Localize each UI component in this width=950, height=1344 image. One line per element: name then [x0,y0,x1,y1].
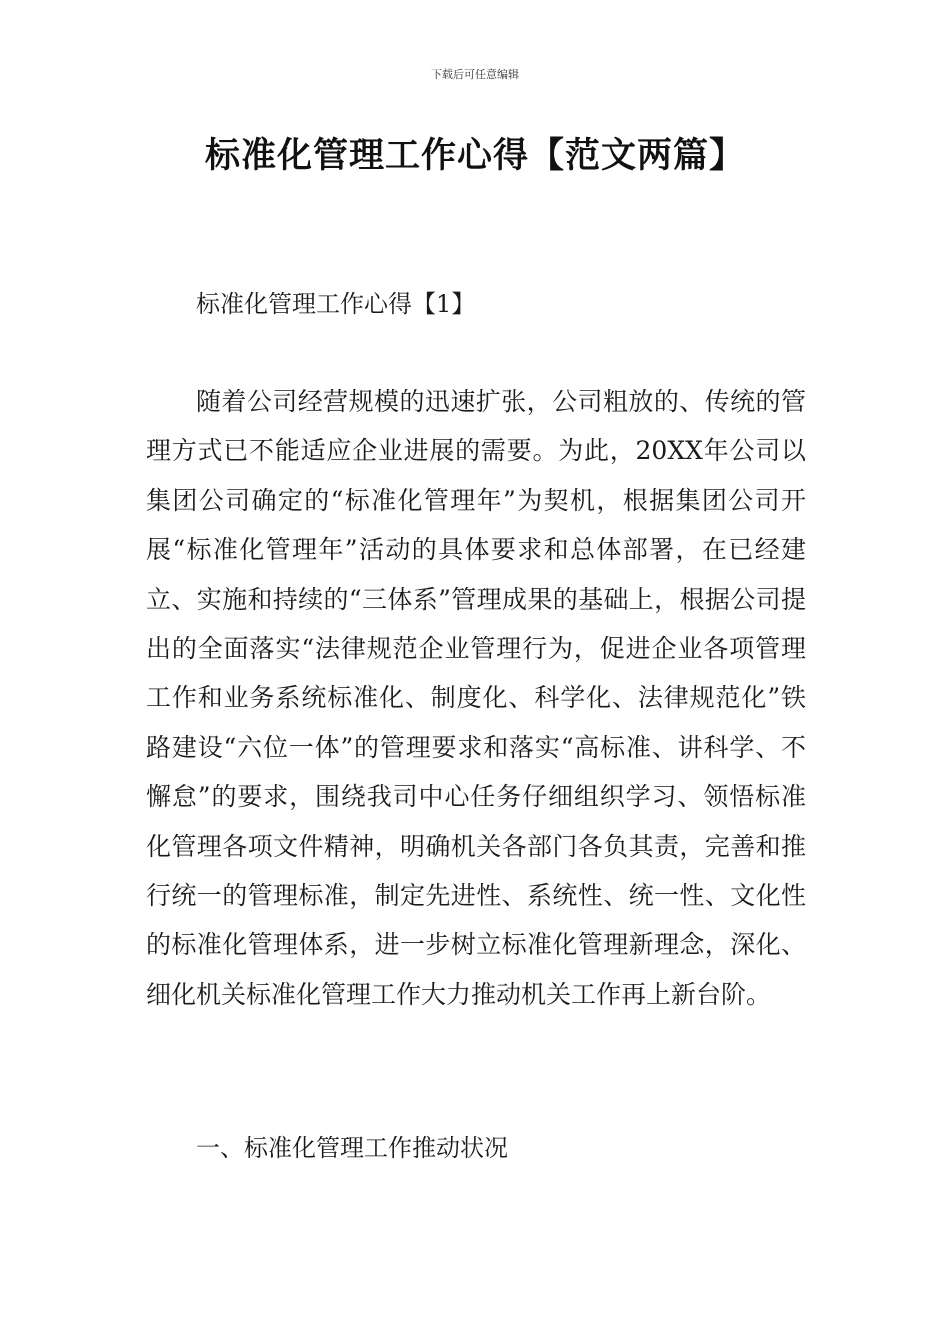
document-title: 标准化管理工作心得【范文两篇】 [204,136,745,176]
section-heading: 一、标准化管理工作推动状况 [196,1134,508,1162]
header-note: 下载后可任意编辑 [431,68,519,81]
body-paragraph: 随着公司经营规模的迅速扩张，公司粗放的、传统的管理方式已不能适应企业进展的需要。为此，20XX年公司以集团公司确定的“标准化管理年”为契机，根据集团公司开展“标准化管理年”活动的具体要求和总体部署，在已经建立、实施和持续的“三体系”管理成果的基础上，根据公司提出的全面落实“法律规范企业管理行为，促进企业各项管理工作和业务系统标准化、制度化、科学化、法律规范化”铁路建设“六位一体”的管理要求和落实“高标准、讲科学、不懈怠”的要求，围绕我司中心任务仔细组织学习、领悟标准化管理各项文件精神，明确机关各部门各负其责，完善和推行统一的管理标准，制定先进性、系统性、统一性、文化性的标准化管理体系，进一步树立标准化管理新理念，深化、细化机关标准化管理工作大力推动机关工作再上新台阶。 [146,387,806,1009]
article-subtitle: 标准化管理工作心得【1】 [196,290,476,318]
